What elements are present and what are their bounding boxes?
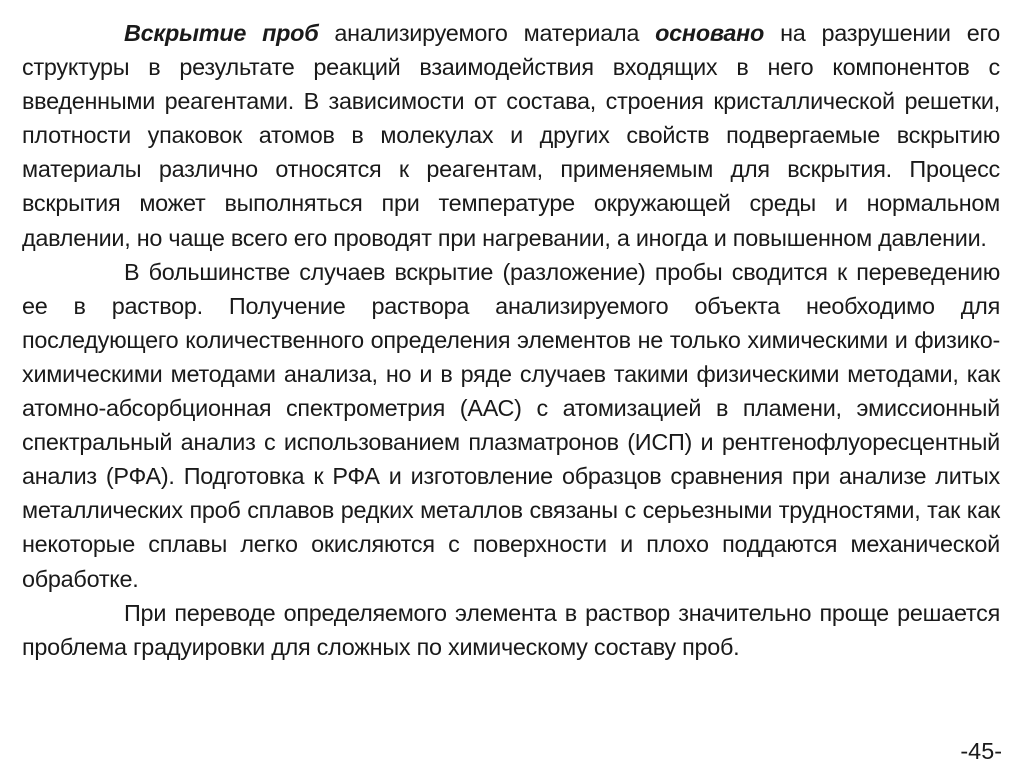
paragraph-1-text: на разрушении его структуры в результате реакций взаимодействия входящих в него компонентов с введенными реагентами. В зависимости от состава, строения кристаллической решетки, плотности упаковок атомов в молекулах и других свойств подвергаемые вскрытию материалы различно относятся к реагентам, применяемым для вскрытия. Процесс вскрытия может выполняться при температуре окружающей среды и нормальном давлении, но чаще всего его проводят при нагревании, а иногда и повышенном давлении. (22, 20, 1000, 251)
paragraph-1 (22, 16, 1000, 255)
page-number: -45- (960, 738, 1002, 764)
term-vskrytie-prob: Вскрытие проб (124, 20, 319, 46)
paragraph-3-text: При переводе определяемого элемента в раствор значительно проще решается проблема градуировки для сложных по химическому составу проб. (22, 599, 1000, 660)
term-osnovano: основано (655, 20, 765, 46)
paragraph-3 (22, 596, 1000, 664)
document-body (22, 16, 1000, 664)
paragraph-1-lead: анализируемого материала (318, 20, 656, 46)
paragraph-2-text: В большинстве случаев вскрытие (разложение) пробы сводится к переведению ее в раствор. Получение раствора анализируемого объекта необходимо для последующего количественного определения элементов не только химическими и физико-химическими методами анализа, но и в ряде случаев такими физическими методами, как атомно-абсорбционная спектрометрия (ААС) с атомизацией в пламени, эмиссионный спектральный анализ с использованием плазматронов (ИСП) и рентгенофлуоресцентный анализ (РФА). Подготовка к РФА и изготовление образцов сравнения при анализе литых металлических проб сплавов редких металлов связаны с серьезными трудностями, так как некоторые сплавы легко окисляются с поверхности и плохо поддаются механической обработке. (22, 258, 1000, 592)
paragraph-2 (22, 255, 1000, 596)
